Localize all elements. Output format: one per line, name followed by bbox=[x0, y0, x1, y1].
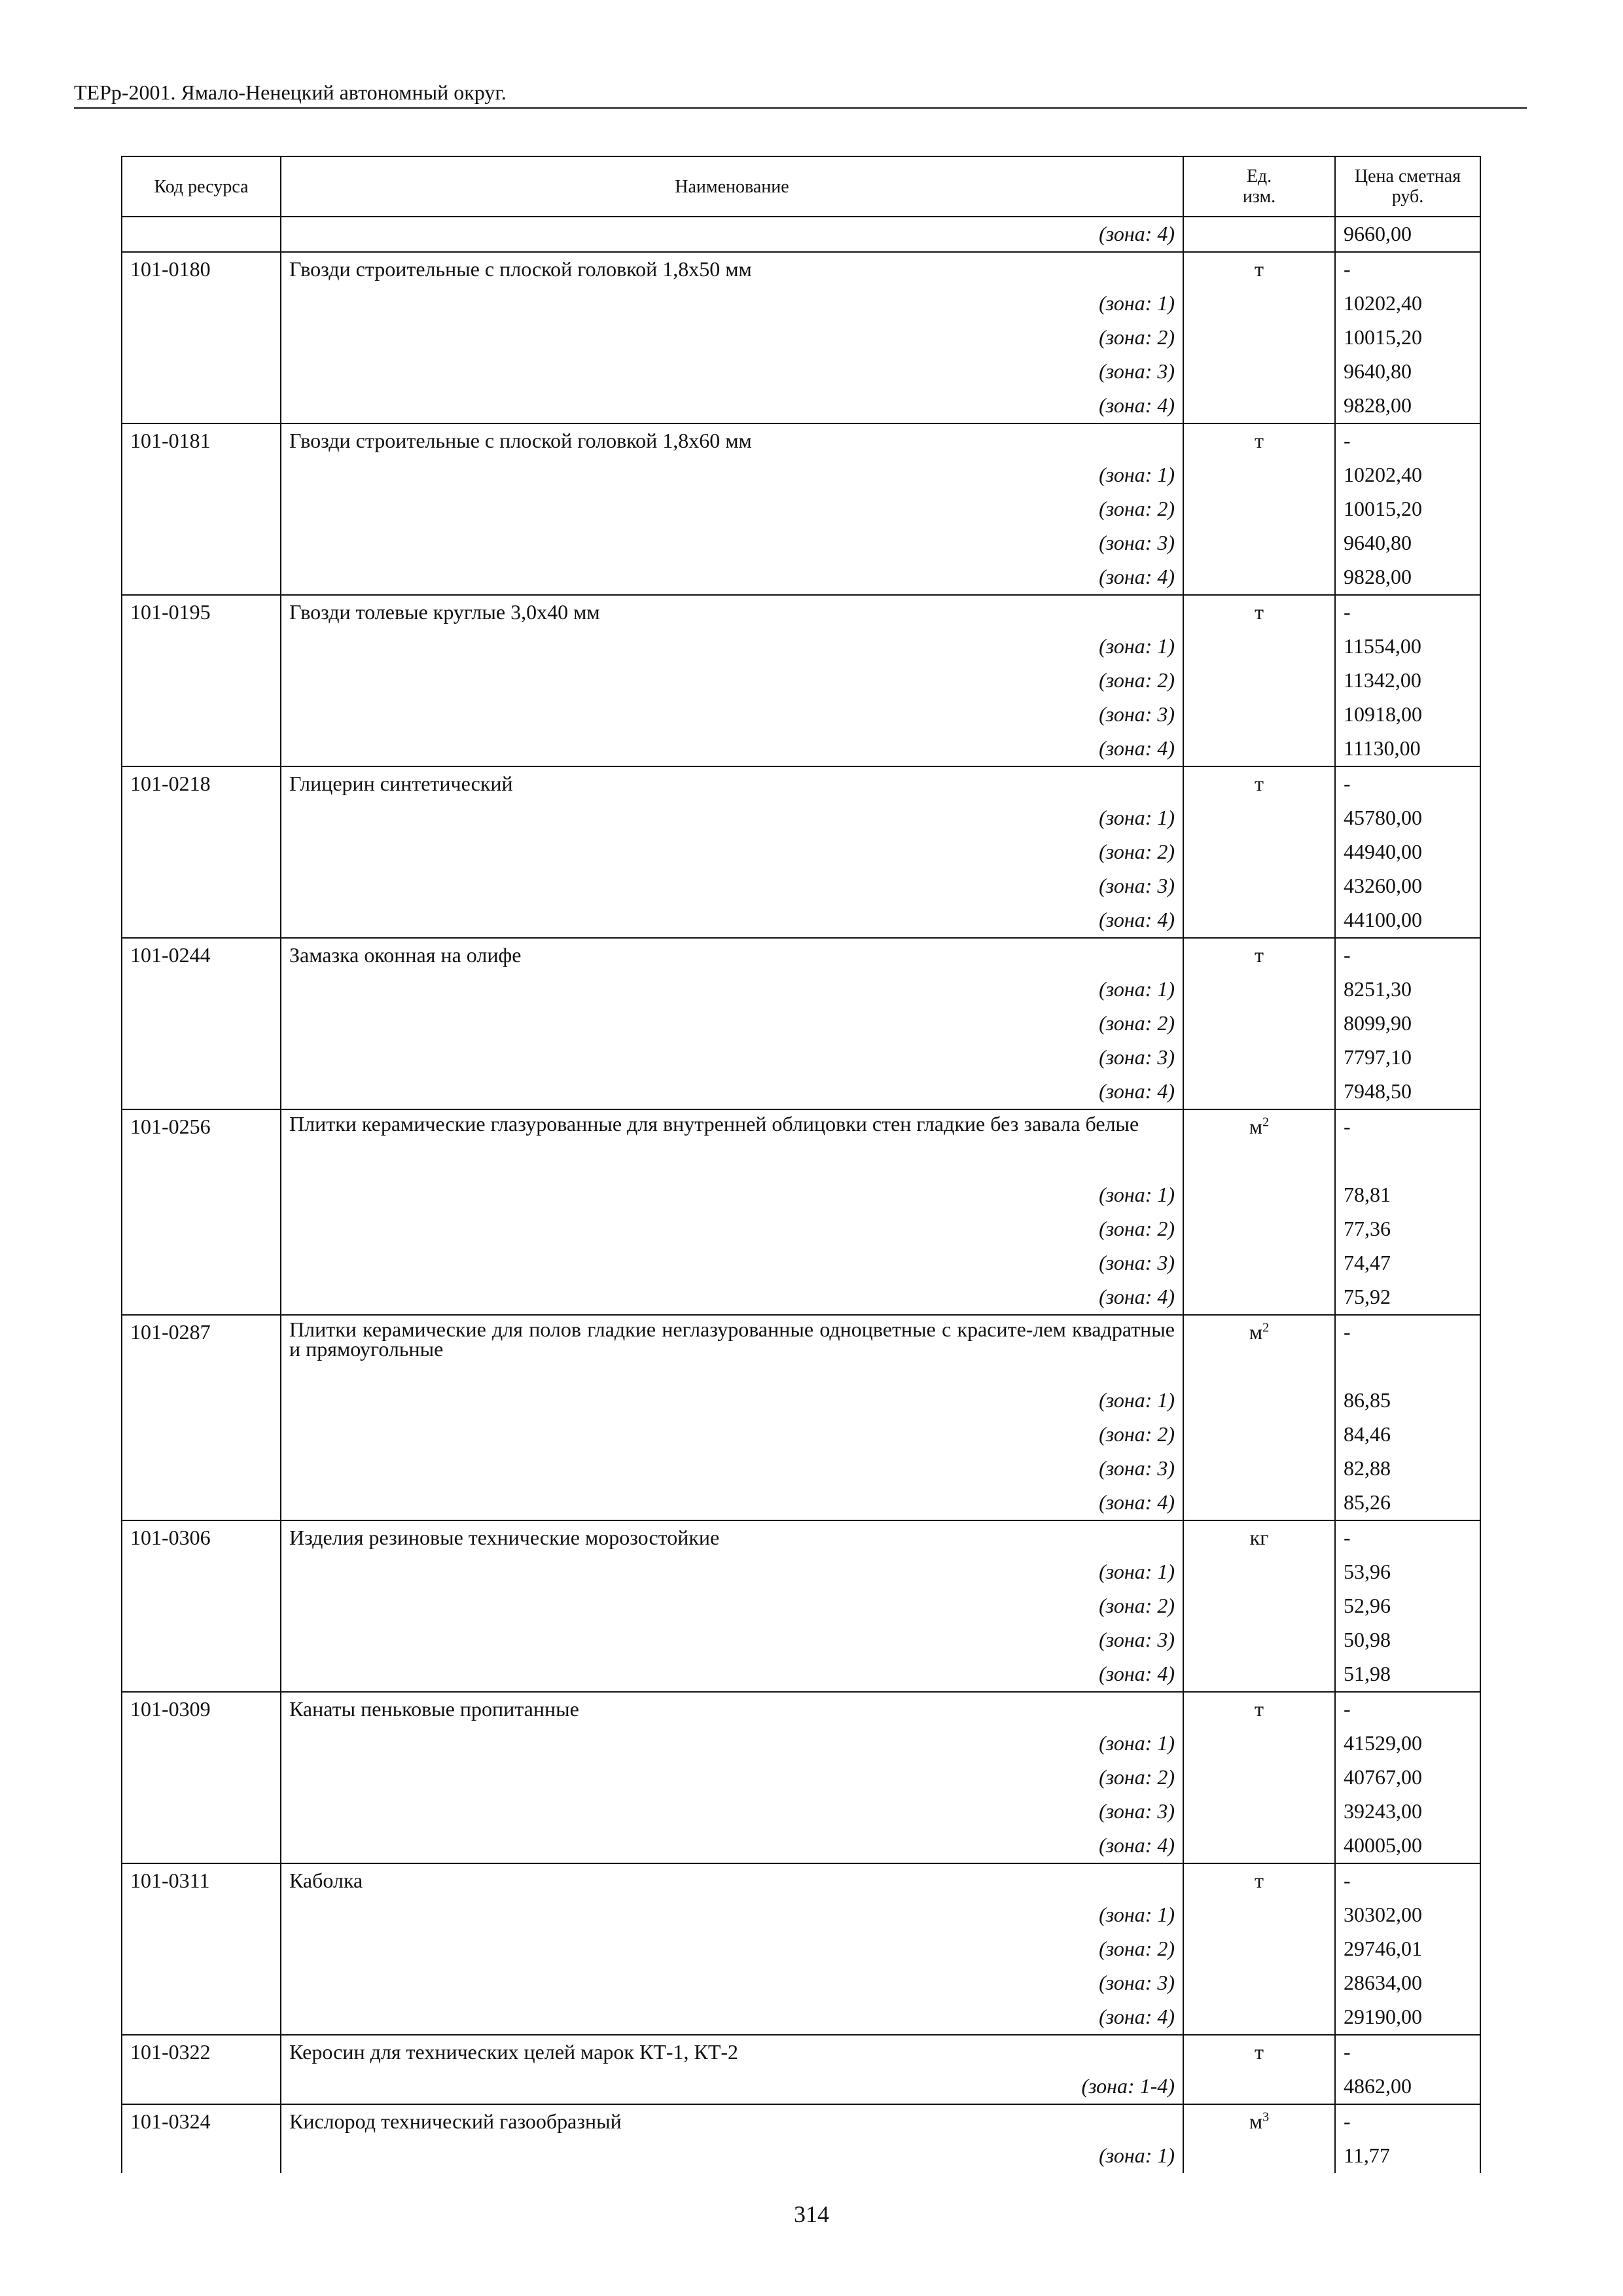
table-header-row bbox=[122, 156, 1480, 217]
zone-row bbox=[122, 2000, 1480, 2035]
resource-name: Глицерин синтетический bbox=[281, 766, 1183, 801]
zone-label: (зона: 4) bbox=[281, 1829, 1183, 1863]
resource-row bbox=[122, 2104, 1480, 2139]
zone-row bbox=[122, 389, 1480, 423]
zone-row bbox=[122, 1932, 1480, 1966]
zone-price: 39243,00 bbox=[1335, 1795, 1480, 1829]
zone-label: (зона: 4) bbox=[281, 1280, 1183, 1315]
zone-label: (зона: 3) bbox=[281, 1623, 1183, 1657]
zone-label: (зона: 2) bbox=[281, 1761, 1183, 1795]
zone-price: 40767,00 bbox=[1335, 1761, 1480, 1795]
zone-label: (зона: 3) bbox=[281, 698, 1183, 732]
zone-price: 11554,00 bbox=[1335, 630, 1480, 664]
resource-name: Каболка bbox=[281, 1863, 1183, 1898]
zone-row bbox=[122, 835, 1480, 869]
zone-row bbox=[122, 1486, 1480, 1520]
zone-row bbox=[122, 630, 1480, 664]
zone-price: 28634,00 bbox=[1335, 1966, 1480, 2000]
column-header-name: Наименование bbox=[281, 156, 1183, 217]
resource-unit: т bbox=[1183, 938, 1335, 973]
zone-price: 4862,00 bbox=[1335, 2070, 1480, 2104]
zone-price: 77,36 bbox=[1335, 1212, 1480, 1246]
resource-name: Изделия резиновые технические морозостойкие bbox=[281, 1520, 1183, 1555]
zone-label: (зона: 1) bbox=[281, 2139, 1183, 2173]
column-header-unit: Ед. изм. bbox=[1183, 156, 1335, 217]
zone-price: 29746,01 bbox=[1335, 1932, 1480, 1966]
zone-price: 85,26 bbox=[1335, 1486, 1480, 1520]
zone-price: 41529,00 bbox=[1335, 1727, 1480, 1761]
zone-row bbox=[122, 321, 1480, 355]
zone-label: (зона: 3) bbox=[281, 1246, 1183, 1280]
zone-row bbox=[122, 973, 1480, 1007]
zone-row bbox=[122, 1623, 1480, 1657]
column-header-price: Цена сметная руб. bbox=[1335, 156, 1480, 217]
zone-price: 50,98 bbox=[1335, 1623, 1480, 1657]
zone-price: 53,96 bbox=[1335, 1555, 1480, 1589]
zone-label: (зона: 3) bbox=[281, 1452, 1183, 1486]
zone-label: (зона: 1) bbox=[281, 630, 1183, 664]
resource-row bbox=[122, 595, 1480, 630]
resource-base-price: - bbox=[1335, 595, 1480, 630]
zone-row bbox=[122, 1041, 1480, 1075]
zone-label: (зона: 4) bbox=[281, 389, 1183, 423]
zone-row bbox=[122, 1657, 1480, 1692]
resource-name: Замазка оконная на олифе bbox=[281, 938, 1183, 973]
zone-row bbox=[122, 1178, 1480, 1212]
resource-unit: т bbox=[1183, 1692, 1335, 1727]
zone-label: (зона: 4) bbox=[281, 217, 1183, 252]
resource-unit: $м^2$ bbox=[1183, 1315, 1335, 1384]
zone-row bbox=[122, 1898, 1480, 1932]
resource-name: Плитки керамические для полов гладкие неглазурованные одноцветные с красите-лем квадратные и прямоугольные bbox=[281, 1315, 1183, 1384]
zone-price: 74,47 bbox=[1335, 1246, 1480, 1280]
zone-row bbox=[122, 526, 1480, 560]
zone-label: (зона: 4) bbox=[281, 1657, 1183, 1692]
resource-name: Гвозди строительные с плоской головкой 1,8х50 мм bbox=[281, 252, 1183, 287]
resource-row bbox=[122, 423, 1480, 458]
zone-label: (зона: 4) bbox=[281, 2000, 1183, 2035]
zone-label: (зона: 1) bbox=[281, 287, 1183, 321]
resource-row bbox=[122, 1863, 1480, 1898]
zone-label: (зона: 2) bbox=[281, 835, 1183, 869]
running-header bbox=[74, 77, 1527, 109]
zone-label: (зона: 2) bbox=[281, 1418, 1183, 1452]
zone-label: (зона: 4) bbox=[281, 1486, 1183, 1520]
zone-price: 82,88 bbox=[1335, 1452, 1480, 1486]
zone-price: 40005,00 bbox=[1335, 1829, 1480, 1863]
zone-row bbox=[122, 2139, 1480, 2173]
zone-price: 9640,80 bbox=[1335, 355, 1480, 389]
zone-label: (зона: 2) bbox=[281, 1589, 1183, 1623]
zone-row bbox=[122, 801, 1480, 835]
zone-label: (зона: 2) bbox=[281, 321, 1183, 355]
zone-row bbox=[122, 1075, 1480, 1109]
zone-label: (зона: 1) bbox=[281, 458, 1183, 492]
zone-row bbox=[122, 1246, 1480, 1280]
zone-row bbox=[122, 732, 1480, 766]
resource-base-price: - bbox=[1335, 766, 1480, 801]
zone-price: 43260,00 bbox=[1335, 869, 1480, 903]
resource-row bbox=[122, 2035, 1480, 2070]
resource-code: 101-0322 bbox=[122, 2035, 281, 2070]
zone-row bbox=[122, 1418, 1480, 1452]
zone-label: (зона: 3) bbox=[281, 526, 1183, 560]
zone-price: 10202,40 bbox=[1335, 458, 1480, 492]
zone-price: 9640,80 bbox=[1335, 526, 1480, 560]
zone-label: (зона: 3) bbox=[281, 869, 1183, 903]
price-table bbox=[121, 156, 1481, 2173]
zone-row bbox=[122, 560, 1480, 595]
resource-name: Кислород технический газообразный bbox=[281, 2104, 1183, 2139]
zone-price: 30302,00 bbox=[1335, 1898, 1480, 1932]
resource-base-price: - bbox=[1335, 423, 1480, 458]
zone-row bbox=[122, 1452, 1480, 1486]
zone-price: 9828,00 bbox=[1335, 560, 1480, 595]
resource-unit: т bbox=[1183, 423, 1335, 458]
zone-row bbox=[122, 698, 1480, 732]
zone-label: (зона: 1) bbox=[281, 1727, 1183, 1761]
zone-label: (зона: 1-4) bbox=[281, 2070, 1183, 2104]
zone-price: 11342,00 bbox=[1335, 664, 1480, 698]
table-body bbox=[122, 217, 1480, 2173]
resource-base-price: - bbox=[1335, 1109, 1480, 1178]
zone-price: 84,46 bbox=[1335, 1418, 1480, 1452]
resource-base-price: - bbox=[1335, 1520, 1480, 1555]
resource-unit: т bbox=[1183, 1863, 1335, 1898]
resource-unit: т bbox=[1183, 2035, 1335, 2070]
zone-row bbox=[122, 287, 1480, 321]
resource-row bbox=[122, 1520, 1480, 1555]
zone-price: 44940,00 bbox=[1335, 835, 1480, 869]
resource-name: Канаты пеньковые пропитанные bbox=[281, 1692, 1183, 1727]
resource-row bbox=[122, 1315, 1480, 1384]
resource-code: 101-0180 bbox=[122, 252, 281, 287]
zone-price: 8251,30 bbox=[1335, 973, 1480, 1007]
resource-unit: т bbox=[1183, 252, 1335, 287]
zone-price: 86,85 bbox=[1335, 1384, 1480, 1418]
zone-price: 45780,00 bbox=[1335, 801, 1480, 835]
zone-price: 11130,00 bbox=[1335, 732, 1480, 766]
zone-label: (зона: 2) bbox=[281, 1007, 1183, 1041]
resource-unit: т bbox=[1183, 595, 1335, 630]
zone-label: (зона: 4) bbox=[281, 903, 1183, 938]
zone-label: (зона: 4) bbox=[281, 732, 1183, 766]
zone-row bbox=[122, 1007, 1480, 1041]
resource-code: 101-0311 bbox=[122, 1863, 281, 1898]
zone-row bbox=[122, 355, 1480, 389]
resource-unit: т bbox=[1183, 766, 1335, 801]
zone-label: (зона: 3) bbox=[281, 1966, 1183, 2000]
resource-base-price: - bbox=[1335, 1692, 1480, 1727]
zone-label: (зона: 3) bbox=[281, 1795, 1183, 1829]
resource-name: Керосин для технических целей марок КТ-1, КТ-2 bbox=[281, 2035, 1183, 2070]
zone-row bbox=[122, 1727, 1480, 1761]
zone-row bbox=[122, 2070, 1480, 2104]
resource-name: Гвозди строительные с плоской головкой 1,8х60 мм bbox=[281, 423, 1183, 458]
zone-price: 10918,00 bbox=[1335, 698, 1480, 732]
zone-label: (зона: 2) bbox=[281, 492, 1183, 526]
zone-row bbox=[122, 664, 1480, 698]
zone-price: 75,92 bbox=[1335, 1280, 1480, 1315]
zone-row bbox=[122, 1795, 1480, 1829]
zone-row bbox=[122, 1761, 1480, 1795]
zone-price: 8099,90 bbox=[1335, 1007, 1480, 1041]
zone-label: (зона: 2) bbox=[281, 664, 1183, 698]
zone-label: (зона: 1) bbox=[281, 973, 1183, 1007]
zone-price: 9828,00 bbox=[1335, 389, 1480, 423]
zone-label: (зона: 1) bbox=[281, 1178, 1183, 1212]
zone-price: 7797,10 bbox=[1335, 1041, 1480, 1075]
zone-row bbox=[122, 869, 1480, 903]
zone-price: 51,98 bbox=[1335, 1657, 1480, 1692]
zone-price: 78,81 bbox=[1335, 1178, 1480, 1212]
zone-label: (зона: 1) bbox=[281, 1898, 1183, 1932]
zone-label: (зона: 1) bbox=[281, 1555, 1183, 1589]
resource-code: 101-0287 bbox=[122, 1315, 281, 1384]
zone-price: 9660,00 bbox=[1335, 217, 1480, 252]
resource-code: 101-0181 bbox=[122, 423, 281, 458]
zone-price: 10202,40 bbox=[1335, 287, 1480, 321]
resource-code: 101-0256 bbox=[122, 1109, 281, 1178]
zone-row bbox=[122, 458, 1480, 492]
zone-label: (зона: 3) bbox=[281, 1041, 1183, 1075]
zone-label: (зона: 2) bbox=[281, 1932, 1183, 1966]
resource-row bbox=[122, 766, 1480, 801]
zone-price: 10015,20 bbox=[1335, 321, 1480, 355]
resource-row bbox=[122, 1109, 1480, 1178]
zone-price: 44100,00 bbox=[1335, 903, 1480, 938]
resource-unit: кг bbox=[1183, 1520, 1335, 1555]
resource-base-price: - bbox=[1335, 252, 1480, 287]
unit-exponent: 2 bbox=[1262, 1115, 1270, 1130]
resource-code: 101-0244 bbox=[122, 938, 281, 973]
zone-price: 11,77 bbox=[1335, 2139, 1480, 2173]
zone-price: 7948,50 bbox=[1335, 1075, 1480, 1109]
resource-base-price: - bbox=[1335, 2035, 1480, 2070]
zone-label: (зона: 4) bbox=[281, 1075, 1183, 1109]
resource-code: 101-0324 bbox=[122, 2104, 281, 2139]
resource-base-price: - bbox=[1335, 2104, 1480, 2139]
zone-label: (зона: 4) bbox=[281, 560, 1183, 595]
resource-row bbox=[122, 1692, 1480, 1727]
zone-row bbox=[122, 1829, 1480, 1863]
resource-base-price: - bbox=[1335, 938, 1480, 973]
zone-row bbox=[122, 1589, 1480, 1623]
resource-base-price: - bbox=[1335, 1315, 1480, 1384]
zone-row bbox=[122, 1555, 1480, 1589]
unit-exponent: 3 bbox=[1262, 2109, 1270, 2125]
column-header-code: Код ресурса bbox=[122, 156, 281, 217]
resource-base-price: - bbox=[1335, 1863, 1480, 1898]
page-number: 314 bbox=[794, 2201, 829, 2227]
resource-code: 101-0306 bbox=[122, 1520, 281, 1555]
resource-code: 101-0195 bbox=[122, 595, 281, 630]
zone-label: (зона: 1) bbox=[281, 801, 1183, 835]
zone-row bbox=[122, 1280, 1480, 1315]
zone-label: (зона: 2) bbox=[281, 1212, 1183, 1246]
zone-price: 52,96 bbox=[1335, 1589, 1480, 1623]
resource-code: 101-0218 bbox=[122, 766, 281, 801]
resource-unit: $м^3$ bbox=[1183, 2104, 1335, 2139]
zone-row bbox=[122, 492, 1480, 526]
resource-code: 101-0309 bbox=[122, 1692, 281, 1727]
zone-price: 10015,20 bbox=[1335, 492, 1480, 526]
carryover-row bbox=[122, 217, 1480, 252]
resource-row bbox=[122, 252, 1480, 287]
zone-label: (зона: 3) bbox=[281, 355, 1183, 389]
resource-row bbox=[122, 938, 1480, 973]
resource-name: Гвозди толевые круглые 3,0х40 мм bbox=[281, 595, 1183, 630]
header-title: ТЕРр-2001. Ямало-Ненецкий автономный округ. bbox=[74, 81, 507, 104]
zone-row bbox=[122, 1212, 1480, 1246]
zone-row bbox=[122, 1384, 1480, 1418]
zone-price: 29190,00 bbox=[1335, 2000, 1480, 2035]
zone-row bbox=[122, 1966, 1480, 2000]
zone-row bbox=[122, 903, 1480, 938]
resource-name: Плитки керамические глазурованные для внутренней облицовки стен гладкие без завала белые bbox=[281, 1109, 1183, 1178]
unit-exponent: 2 bbox=[1262, 1320, 1270, 1335]
resource-unit: $м^2$ bbox=[1183, 1109, 1335, 1178]
zone-label: (зона: 1) bbox=[281, 1384, 1183, 1418]
